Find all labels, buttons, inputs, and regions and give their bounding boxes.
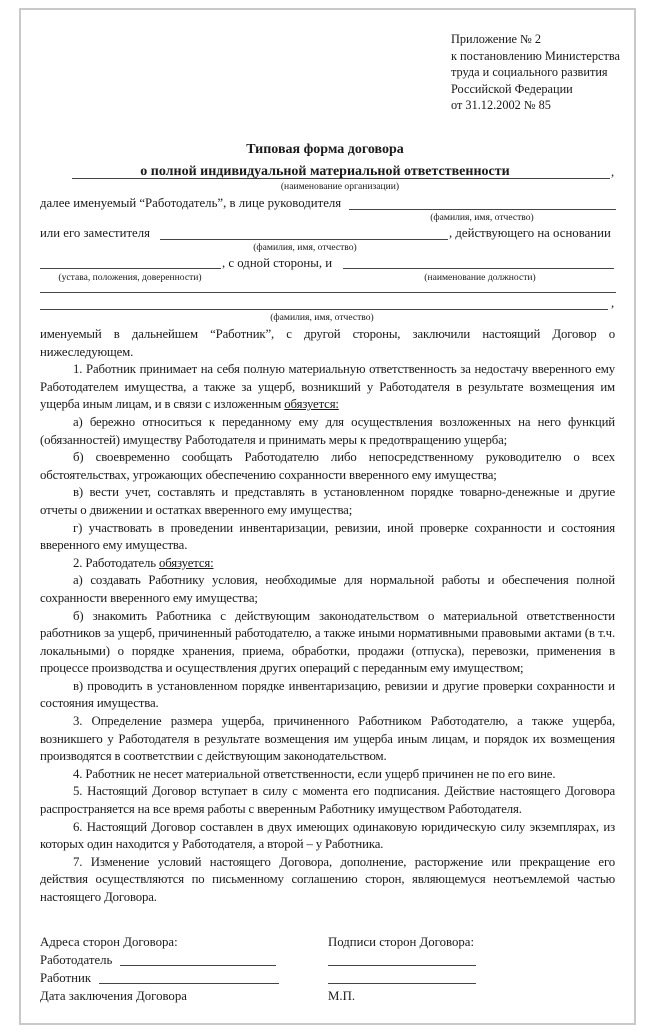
acting-text: , действующего на основании	[449, 226, 611, 240]
contract-content	[40, 326, 615, 1005]
contract-paragraph	[40, 555, 615, 573]
caption-organization: (наименование организации)	[280, 181, 400, 192]
one-side-text: , с одной стороны, и	[222, 256, 333, 270]
paragraph-text: в) вести учет, составлять и представлять в установленном порядке товарно-денежные и другие отчеты о движении и остатках вверенного ему имущества;	[40, 485, 615, 517]
appendix-line: труда и социального развития	[451, 65, 608, 79]
signature-block	[40, 933, 615, 1005]
employer-signature-row	[328, 951, 615, 969]
contract-paragraph	[40, 783, 615, 818]
caption-fio: (фамилия, имя, отчество)	[270, 312, 374, 323]
paragraph-text: именуемый в дальнейшем “Работник”, с другой стороны, заключили настоящий Договор о нижеследующем.	[40, 327, 615, 359]
employee-name-field-2[interactable]	[40, 309, 608, 310]
addresses-row	[40, 933, 328, 951]
contract-paragraph	[40, 678, 615, 713]
comma: ,	[611, 296, 615, 310]
paragraph-text: б) знакомить Работника с действующим законодательством о материальной ответственности работников за ущерб, причиненный работодателю, а также иными нормативными правовыми актами (в т.ч. локальными) о порядке хранения, приема, обработки, продажи (отпуска), перевозки, применения в процессе производства и осуществления других операций с переданным ему имуществом;	[40, 608, 615, 676]
contract-paragraph	[40, 713, 615, 766]
underlined-obligation: обязуется:	[284, 397, 339, 412]
employee-label: Работник	[40, 970, 92, 985]
contract-body	[40, 326, 615, 907]
comma: ,	[611, 165, 615, 179]
deputy-text: или его заместителя	[40, 226, 150, 240]
title-line-1: Типовая форма договора	[246, 142, 404, 157]
contract-paragraph	[40, 854, 615, 907]
appendix-line: к постановлению Министерства	[451, 48, 620, 63]
paragraph-text: г) участвовать в проведении инвентаризации, ревизии, иной проверке сохранности и состояния вверенного ему имущества.	[40, 520, 615, 553]
caption-basis: (устава, положения, доверенности)	[58, 272, 202, 283]
paragraph-text: 4. Работник не несет материальной ответственности, если ущерб причинен не по его вине.	[73, 766, 556, 781]
contract-paragraph	[40, 520, 615, 555]
paragraph-text: 2. Работодатель	[73, 555, 159, 570]
basis-field[interactable]	[40, 268, 221, 269]
paragraph-text: 3. Определение размера ущерба, причиненного Работником Работодателю, а также ущерба, возникшего у Работодателя в результате возмещения им ущерба иным лицам, и порядок их возмещения производятся в соответствии с действующим законодательством.	[40, 714, 615, 764]
signatures-label: Подписи сторон Договора:	[328, 934, 474, 949]
employer-label: Работодатель	[40, 952, 113, 967]
appendix-line: Приложение № 2	[451, 32, 542, 46]
employer-row	[40, 951, 328, 969]
seal-row	[328, 987, 615, 1005]
paragraph-text: 5. Настоящий Договор вступает в силу с момента его подписания. Действие настоящего Договора распространяется на все время работы с вверенным Работнику имуществом Работодателя.	[40, 784, 615, 817]
appendix-line: Российской Федерации	[451, 81, 573, 96]
manager-name-field[interactable]	[349, 209, 616, 210]
employee-signature-field[interactable]	[328, 983, 476, 984]
employee-row	[40, 969, 328, 987]
appendix-line: от 31.12.2002 № 85	[451, 98, 551, 112]
underlined-obligation: обязуется:	[158, 555, 214, 570]
contract-paragraph	[40, 572, 615, 607]
contract-paragraph	[40, 326, 615, 361]
paragraph-text: 6. Настоящий Договор составлен в двух имеющих одинаковую юридическую силу экземплярах, из которых один находится у Работодателя, а второй – у Работника.	[40, 819, 615, 852]
contract-paragraph	[40, 484, 615, 519]
contract-paragraph	[40, 608, 615, 678]
contract-paragraph	[40, 819, 615, 854]
position-field[interactable]	[343, 268, 614, 269]
employer-signature-field[interactable]	[328, 965, 476, 966]
caption-fio: (фамилия, имя, отчество)	[430, 212, 534, 223]
document-title	[0, 139, 650, 183]
appendix-note	[451, 31, 620, 114]
date-row	[40, 987, 328, 1005]
date-label: Дата заключения Договора	[40, 988, 187, 1003]
employee-signature-row	[328, 969, 615, 987]
paragraph-text: в) проводить в установленном порядке инвентаризацию, ревизии и другие проверки сохранности и состояния имущества.	[40, 678, 615, 711]
signatures-row	[328, 933, 615, 951]
deputy-name-field[interactable]	[160, 239, 448, 240]
caption-position: (наименование должности)	[424, 272, 536, 283]
paragraph-text: 7. Изменение условий настоящего Договора, дополнение, расторжение или прекращение его действия осуществляются по письменному соглашению сторон, являющемуся неотъемлемой частью настоящего Договора.	[40, 854, 615, 904]
caption-fio: (фамилия, имя, отчество)	[253, 242, 357, 253]
addresses-label: Адреса сторон Договора:	[40, 934, 178, 949]
organization-field[interactable]	[72, 178, 610, 179]
employee-name-field-1[interactable]	[40, 292, 616, 293]
paragraph-text: а) бережно относиться к переданному ему для осуществления возложенных на него функций (обязанностей) имуществу Работодателя и принимать меры к предотвращению ущерба;	[40, 414, 615, 447]
paragraph-text: б) своевременно сообщать Работодателю либо непосредственному руководителю о всех обстоятельствах, угрожающих обеспечению сохранности вверенного ему имущества;	[40, 450, 615, 482]
paragraph-text: 1. Работник принимает на себя полную материальную ответственность за недостачу вверенного ему Работодателем имущества, а также за ущерб, возникший у Работодателя в результате возмещения им ущерба иным лицам, и в связи с изложенным	[40, 362, 615, 412]
employer-address-field[interactable]	[120, 965, 276, 966]
title-line-2: о полной индивидуальной материальной ответственности	[140, 164, 510, 179]
contract-paragraph	[40, 766, 615, 784]
contract-paragraph	[40, 449, 615, 484]
contract-paragraph	[40, 361, 615, 414]
paragraph-text: а) создавать Работнику условия, необходимые для нормальной работы и обеспечения полной сохранности вверенного ему имущества;	[40, 573, 615, 605]
employer-text: далее именуемый “Работодатель”, в лице руководителя	[40, 196, 342, 210]
employee-address-field[interactable]	[99, 983, 279, 984]
contract-paragraph	[40, 414, 615, 449]
seal-label: М.П.	[328, 988, 356, 1003]
